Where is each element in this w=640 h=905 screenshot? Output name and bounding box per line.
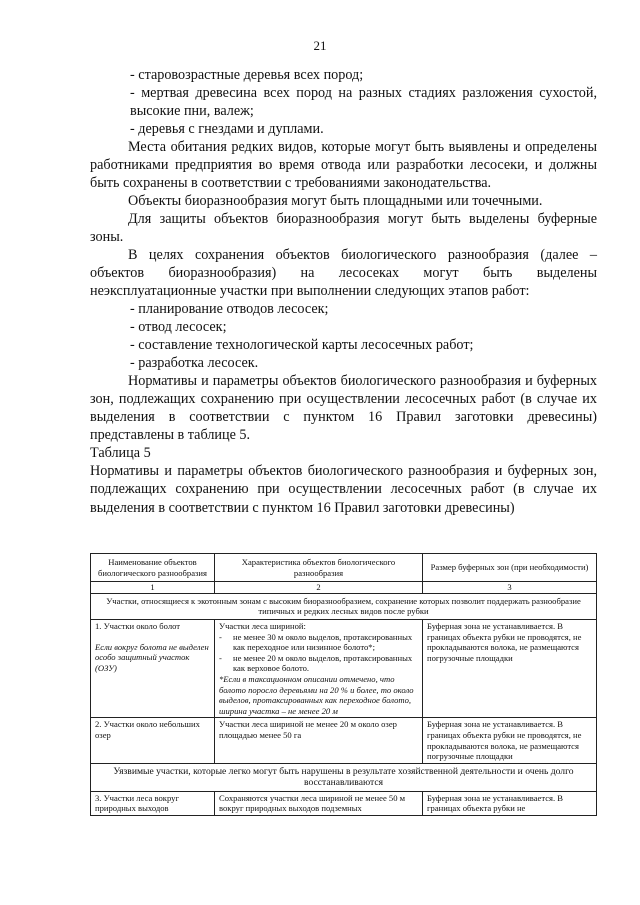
buffer-zone-cell: Буферная зона не устанавливается. В границах объекта рубки не проводятся, не прокладываются волока, не размещаются погрузочные площадки xyxy=(423,718,597,763)
paragraph: Для защиты объектов биоразнообразия могут быть выделены буферные зоны. xyxy=(90,211,597,245)
characteristic-item xyxy=(219,653,418,674)
object-name: 1. Участки около болот xyxy=(95,620,181,631)
table-row xyxy=(91,619,597,717)
bullet-item: - планирование отводов лесосек; xyxy=(130,301,329,317)
characteristic-item-text: не менее 20 м около выделов, протаксированных как верховое болото. xyxy=(233,652,413,674)
bullet-item: - составление технологической карты лесосечных работ; xyxy=(130,337,474,353)
object-name-cell: 3. Участки леса вокруг природных выходов xyxy=(91,791,215,815)
object-name-cell xyxy=(91,619,215,717)
list-dash: - xyxy=(219,652,222,663)
section-row xyxy=(91,763,597,791)
paragraph: Места обитания редких видов, которые могут быть выявлены и определены работниками предприятия во время отвода или разработки лесосеки, и должны быть сохранены в соответствии с требованиями законодательства. xyxy=(90,139,597,191)
column-number: 1 xyxy=(91,582,215,594)
characteristic-intro: Участки леса шириной: xyxy=(219,620,306,631)
object-name-note: Если вокруг болота не выделен особо защитный участок (ОЗУ) xyxy=(95,641,209,673)
characteristic-cell xyxy=(215,619,423,717)
body-text xyxy=(90,66,597,517)
section-row xyxy=(91,593,597,619)
paragraph: Объекты биоразнообразия могут быть площадными или точечными. xyxy=(128,193,543,209)
buffer-zone-cell: Буферная зона не устанавливается. В границах объекта рубки не xyxy=(423,791,597,815)
paragraph: В целях сохранения объектов биологического разнообразия (далее – объектов биоразнообразия) на лесосеках могут быть выделены неэксплуатационные участки при выполнении следующих этапов работ: xyxy=(90,247,597,299)
bullet-item: - мертвая древесина всех пород на разных стадиях разложения сухостой, высокие пни, валеж; xyxy=(130,85,597,119)
characteristic-item-text: не менее 30 м около выделов, протаксированных как переходное или низинное болото*; xyxy=(233,631,413,653)
table-title: Нормативы и параметры объектов биологического разнообразия и буферных зон, подлежащих сохранению при осуществлении лесосечных работ (в случае их выделения в соответствии с пунктом 16 Правил заготовки древесины) xyxy=(90,463,597,516)
header-cell: Характеристика объектов биологического разнообразия xyxy=(215,554,423,582)
table-row xyxy=(91,791,597,815)
table-row xyxy=(91,718,597,763)
bullet-item: - старовозрастные деревья всех пород; xyxy=(130,67,364,83)
section-title: Участки, относящиеся к экотонным зонам с высоким биоразнообразием, сохранение которых позволит поддержать разнообразие типичных и редких лесных видов после рубки xyxy=(91,593,597,619)
column-number-row xyxy=(91,582,597,594)
characteristic-cell: Участки леса шириной не менее 20 м около озер площадью менее 50 га xyxy=(215,718,423,763)
list-dash: - xyxy=(219,631,222,642)
section-title: Уязвимые участки, которые легко могут быть нарушены в результате хозяйственной деятельности и очень долго восстанавливаются xyxy=(91,763,597,791)
bullet-item: - отвод лесосек; xyxy=(130,319,227,335)
column-number: 2 xyxy=(215,582,423,594)
table-label: Таблица 5 xyxy=(90,445,151,461)
bullet-item: - деревья с гнездами и дуплами. xyxy=(130,121,324,137)
buffer-zone-cell: Буферная зона не устанавливается. В границах объекта рубки не проводятся, не прокладываются волока, не размещаются погрузочные площадки xyxy=(423,619,597,717)
page-number: 21 xyxy=(313,38,327,53)
norms-table xyxy=(90,553,597,816)
characteristic-note: *Если в таксационном описании отмечено, что болото поросло деревьями на 20 % и более, то около выделов, протаксированных как переходное болото, ширина участка – не менее 20 м xyxy=(219,673,414,716)
paragraph: Нормативы и параметры объектов биологического разнообразия и буферных зон, подлежащих сохранению при осуществлении лесосечных работ (в случае их выделения в соответствии с пунктом 16 Правил заготовки древесины) представлены в таблице 5. xyxy=(90,373,597,443)
characteristic-item xyxy=(219,632,418,653)
column-number: 3 xyxy=(423,582,597,594)
bullet-item: - разработка лесосек. xyxy=(130,355,259,371)
object-name-cell: 2. Участки около небольших озер xyxy=(91,718,215,763)
header-cell: Размер буферных зон (при необходимости) xyxy=(423,554,597,582)
characteristic-cell: Сохраняются участки леса шириной не менее 50 м вокруг природных выходов подземных xyxy=(215,791,423,815)
header-cell: Наименование объектов биологического разнообразия xyxy=(91,554,215,582)
table-header-row xyxy=(91,554,597,582)
